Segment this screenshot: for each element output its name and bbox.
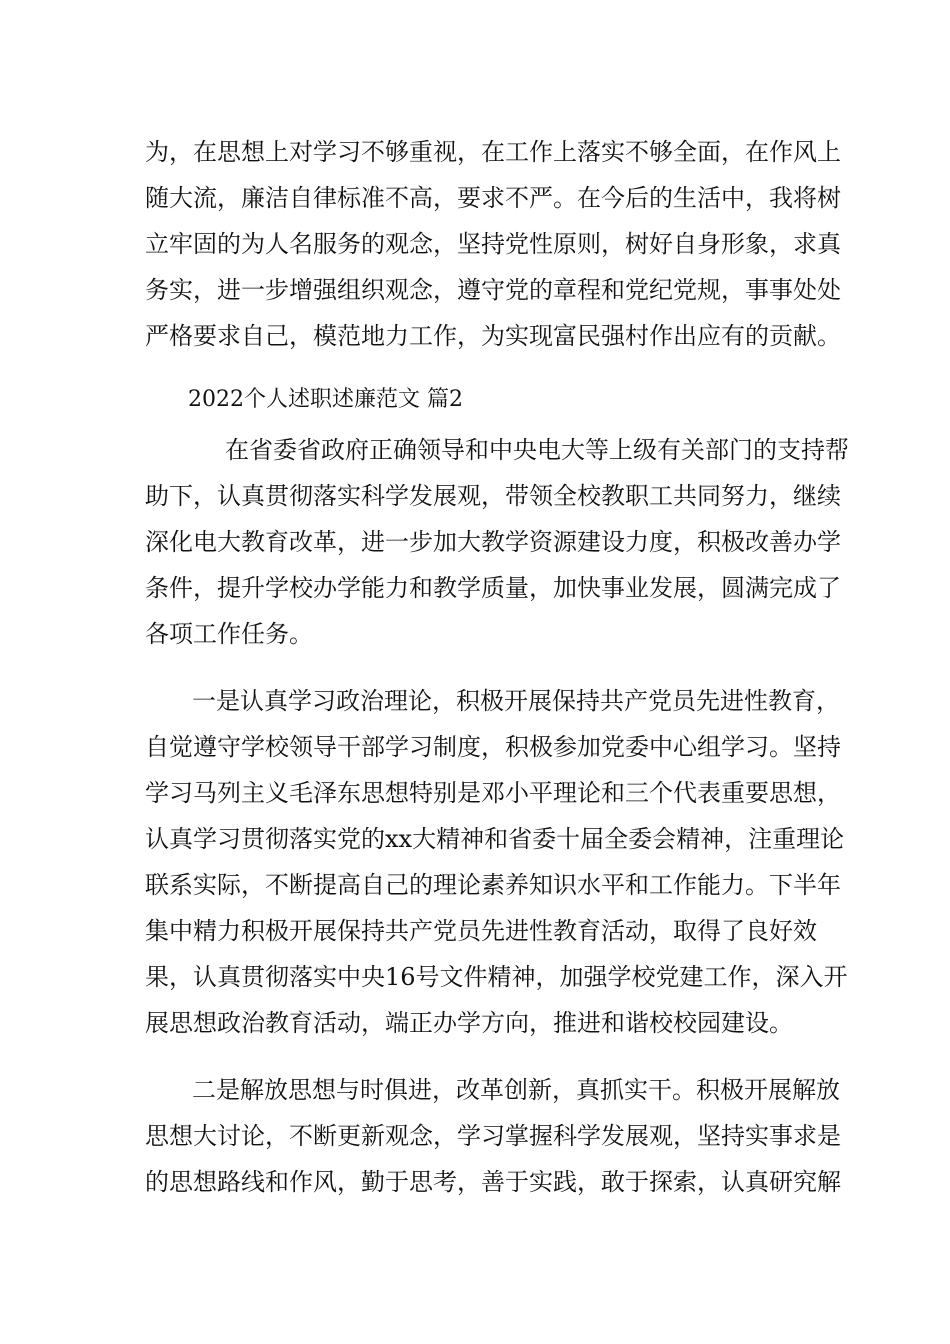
text-line: 各项工作任务。 [145, 620, 313, 648]
text-line: 展思想政治教育活动，端正办学方向，推进和谐校校园建设。 [145, 1009, 793, 1037]
text-line: 在省委省政府正确领导和中央电大等上级有关部门的支持帮 [225, 436, 849, 464]
text-line: 联系实际，不断提高自己的理论素养知识水平和工作能力。下半年 [145, 871, 841, 899]
text-line: 条件，提升学校办学能力和教学质量，加快事业发展，圆满完成了 [145, 574, 841, 602]
text-line: 严格要求自己，模范地力工作，为实现富民强村作出应有的贡献。 [145, 322, 841, 350]
text-line: 务实，进一步增强组织观念，遵守党的章程和党纪党规，事事处处 [145, 276, 841, 304]
text-line: 二是解放思想与时俱进，改革创新，真抓实干。积极开展解放 [192, 1076, 840, 1104]
text-line: 的思想路线和作风，勤于思考，善于实践，敢于探索，认真研究解 [145, 1168, 841, 1196]
text-line: 助下，认真贯彻落实科学发展观，带领全校教职工共同努力，继续 [145, 482, 841, 510]
text-line: 自觉遵守学校领导干部学习制度，积极参加党委中心组学习。坚持 [145, 733, 841, 761]
text-line: 立牢固的为人名服务的观念，坚持党性原则，树好自身形象，求真 [145, 230, 841, 258]
text-line: 学习马列主义毛泽东思想特别是邓小平理论和三个代表重要思想， [145, 779, 841, 807]
text-line: 深化电大教育改革，进一步加大教学资源建设力度，积极改善办学 [145, 528, 841, 556]
section-heading: 2022个人述职述廉范文 篇2 [188, 387, 463, 412]
text-line: 果，认真贯彻落实中央16号文件精神，加强学校党建工作，深入开 [145, 963, 848, 991]
text-line: 认真学习贯彻落实党的xx大精神和省委十届全委会精神，注重理论 [145, 825, 845, 853]
text-line: 随大流，廉洁自律标准不高，要求不严。在今后的生活中，我将树 [145, 184, 841, 212]
text-line: 思想大讨论，不断更新观念，学习掌握科学发展观，坚持实事求是 [145, 1122, 841, 1150]
text-line: 一是认真学习政治理论，积极开展保持共产党员先进性教育， [192, 687, 840, 715]
text-line: 为，在思想上对学习不够重视，在工作上落实不够全面，在作风上 [145, 138, 841, 166]
text-line: 集中精力积极开展保持共产党员先进性教育活动，取得了良好效 [145, 917, 817, 945]
